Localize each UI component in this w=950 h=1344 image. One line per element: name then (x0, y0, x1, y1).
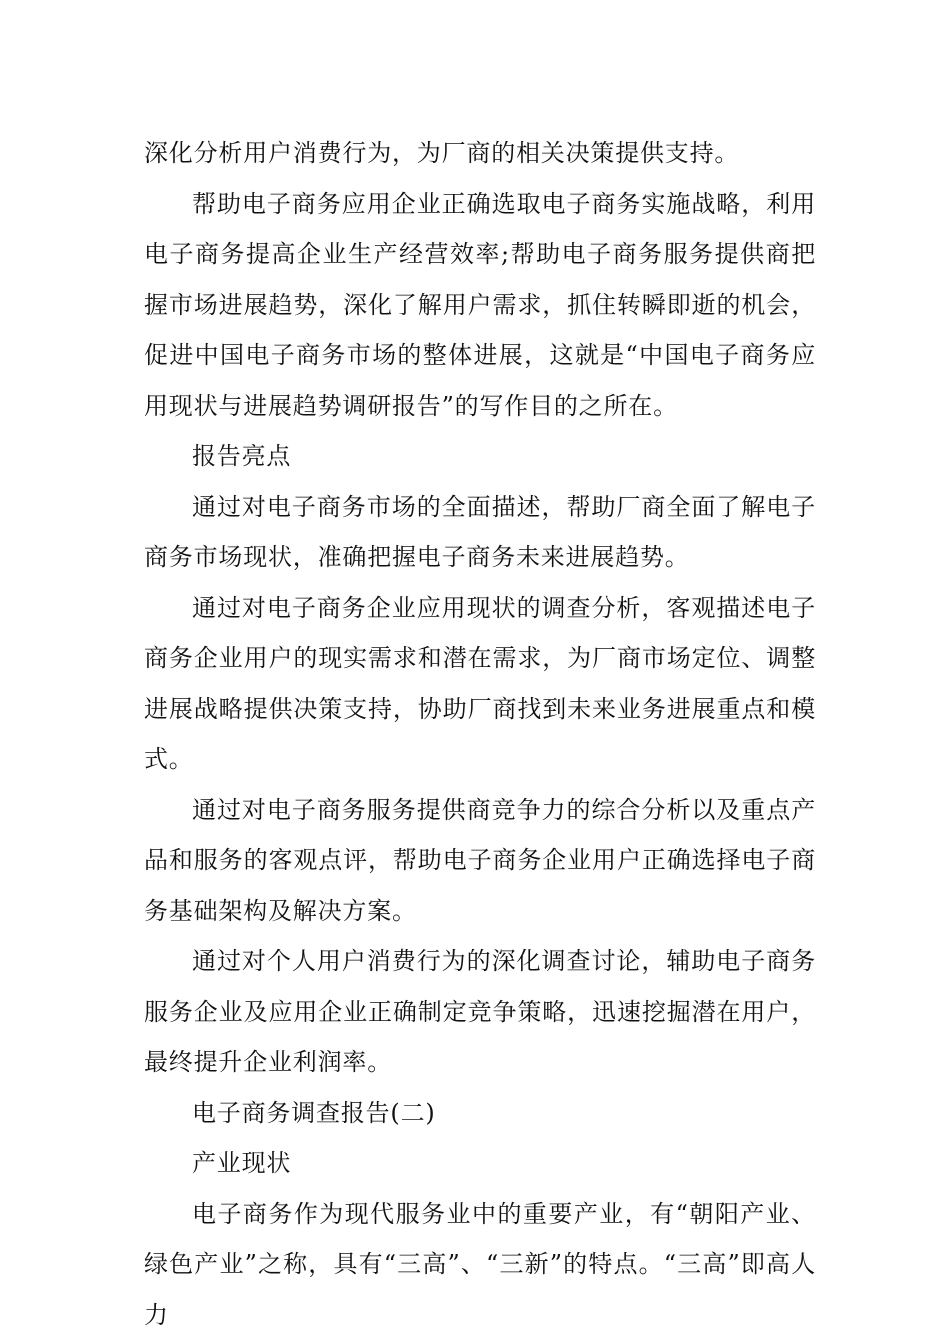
document-body (144, 128, 816, 1340)
paragraph-continuation: 深化分析用户消费行为，为厂商的相关决策提供支持。 (144, 139, 740, 167)
section-heading-industry-status: 产业现状 (192, 1149, 292, 1177)
paragraph-industry-status: 电子商务作为现代服务业中的重要产业，有“朝阳产业、绿色产业”之称，具有“三高”、“三新”的特点。“三高”即高人力 (144, 1199, 816, 1329)
paragraph-highlight-1: 通过对电子商务市场的全面描述，帮助厂商全面了解电子商务市场现状，准确把握电子商务未来进展趋势。 (144, 492, 816, 571)
paragraph-highlight-2: 通过对电子商务企业应用现状的调查分析，客观描述电子商务企业用户的现实需求和潜在需求，为厂商市场定位、调整进展战略提供决策支持，协助厂商找到未来业务进展重点和模式。 (144, 593, 816, 773)
paragraph-purpose: 帮助电子商务应用企业正确选取电子商务实施战略，利用电子商务提高企业生产经营效率;帮助电子商务服务提供商把握市场进展趋势，深化了解用户需求，抓住转瞬即逝的机会，促进中国电子商务市场的整体进展，这就是“中国电子商务应用现状与进展趋势调研报告”的写作目的之所在。 (144, 189, 816, 420)
paragraph-highlight-4: 通过对个人用户消费行为的深化调查讨论，辅助电子商务服务企业及应用企业正确制定竞争策略，迅速挖掘潜在用户，最终提升企业利润率。 (144, 947, 816, 1076)
paragraph-highlight-3: 通过对电子商务服务提供商竞争力的综合分析以及重点产品和服务的客观点评，帮助电子商务企业用户正确选择电子商务基础架构及解决方案。 (144, 795, 816, 925)
report-title-part-two: 电子商务调查报告(二) (192, 1098, 436, 1127)
section-heading-highlights: 报告亮点 (192, 442, 292, 470)
